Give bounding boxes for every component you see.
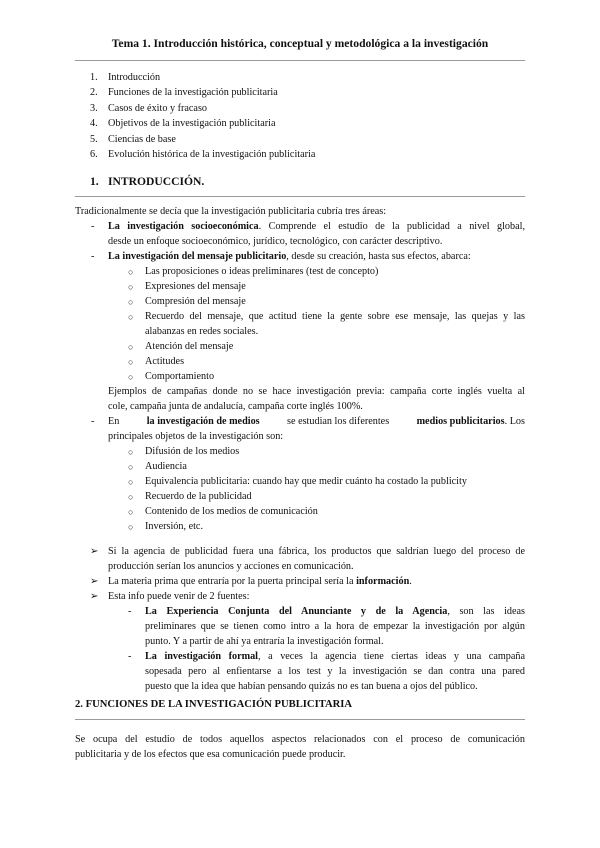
arrow-bullet-icon: ➢ xyxy=(90,576,99,587)
area-2-item: Comportamiento xyxy=(145,371,215,382)
area-2-item-continuation: alabanzas en redes sociales. xyxy=(145,326,259,337)
example-line-1: Ejemplos de campañas donde no se hace investigación previa: campaña corte inglés vuelta al xyxy=(108,386,525,397)
section-2-heading: 2. FUNCIONES DE LA INVESTIGACIÓN PUBLICITARIA xyxy=(75,699,353,710)
area-2-item: Atención del mensaje xyxy=(145,341,234,352)
toc-item: 3. Casos de éxito y fracaso xyxy=(90,102,208,114)
area-3-item: Inversión, etc. xyxy=(145,521,203,532)
area-3-line-2: principales objetos de la investigación son: xyxy=(108,431,284,442)
section-2-divider xyxy=(75,719,525,720)
toc-item: 6. Evolución histórica de la investigación publicitaria xyxy=(90,148,316,160)
source-1-line-2: preliminares que se tienen como intro a la hora de empezar la investigación por algún xyxy=(145,621,525,632)
area-3-line-1: En la investigación de medios se estudian los diferentes medios publicitarios. Los xyxy=(108,416,525,427)
dash-bullet: - xyxy=(91,416,95,427)
arrow-point-1-line-1: Si la agencia de publicidad fuera una fábrica, los productos que saldrían luego del proceso de xyxy=(108,546,525,557)
circle-bullet: ○ xyxy=(128,522,134,532)
area-3-item: Recuerdo de la publicidad xyxy=(145,491,252,502)
dash-bullet: - xyxy=(91,221,95,232)
area-2-item: Compresión del mensaje xyxy=(145,296,246,307)
circle-bullet: ○ xyxy=(128,372,134,382)
circle-bullet: ○ xyxy=(128,477,134,487)
toc-item: 4. Objetivos de la investigación publicitaria xyxy=(90,118,276,130)
arrow-bullet-icon: ➢ xyxy=(90,546,99,557)
area-3-item: Difusión de los medios xyxy=(145,446,240,457)
circle-bullet: ○ xyxy=(128,492,134,502)
intro-paragraph: Tradicionalmente se decía que la investigación publicitaria cubría tres áreas: xyxy=(75,206,387,217)
source-2-line-1: La investigación formal, a veces la agencia tiene ciertas ideas y una campaña xyxy=(145,651,525,662)
area-3-item: Contenido de los medios de comunicación xyxy=(145,506,318,517)
toc-item: 2. Funciones de la investigación publicitaria xyxy=(90,87,278,99)
source-2-line-3: puesto que la idea que habían pensando quizás no es tan buena a ojos del público. xyxy=(145,681,478,692)
circle-bullet: ○ xyxy=(128,462,134,472)
arrow-point-1-line-2: producción serían los anuncios y acciones en comunicación. xyxy=(108,561,354,572)
source-1-line-3: punto. Y a partir de ahí ya entraría la investigación formal. xyxy=(145,636,384,647)
area-3-item: Audiencia xyxy=(145,461,187,472)
toc-item: 1. Introducción xyxy=(90,72,161,83)
source-2-line-2: sopesada pero al enfientarse a los test y la investigación se dan contra una pared xyxy=(145,666,525,677)
area-2-item: Las proposiciones o ideas preliminares (test de concepto) xyxy=(145,266,379,277)
title-divider xyxy=(75,60,525,61)
dash-bullet: - xyxy=(128,651,132,662)
table-of-contents xyxy=(90,70,315,162)
area-1-line-1: La investigación socioeconómica. Comprende el estudio de la publicidad a nivel global, xyxy=(108,221,526,232)
document-title: Tema 1. Introducción histórica, conceptual y metodológica a la investigación xyxy=(111,37,489,50)
section-1-divider xyxy=(75,196,525,197)
circle-bullet: ○ xyxy=(128,312,134,322)
area-3-item: Equivalencia publicitaria: cuando hay que medir cuánto ha costado la publicity xyxy=(145,476,467,487)
area-2-item: Recuerdo del mensaje, que actitud tiene la gente sobre ese mensaje, las quejas y las xyxy=(145,311,525,322)
section-2-paragraph-line-1: Se ocupa del estudio de todos aquellos aspectos relacionados con el proceso de comunicación xyxy=(75,734,525,745)
section-1-heading: 1. INTRODUCCIÓN. xyxy=(90,175,205,188)
circle-bullet: ○ xyxy=(128,267,134,277)
area-2-line-1: La investigación del mensaje publicitario, desde su creación, hasta sus efectos, abarca: xyxy=(108,251,471,262)
arrow-point-2: La materia prima que entraría por la puerta principal sería la información. xyxy=(108,576,412,587)
toc-item: 5. Ciencias de base xyxy=(90,133,176,145)
dash-bullet: - xyxy=(91,251,95,262)
circle-bullet: ○ xyxy=(128,357,134,367)
section-2-paragraph-line-2: publicitaria y de los efectos que esa comunicación puede producir. xyxy=(75,749,346,760)
dash-bullet: - xyxy=(128,606,132,617)
arrow-point-3: Esta info puede venir de 2 fuentes: xyxy=(108,591,250,602)
area-1-line-2: desde un enfoque socioeconómico, jurídico, tecnológico, con carácter descriptivo. xyxy=(108,236,443,247)
circle-bullet: ○ xyxy=(128,297,134,307)
arrow-bullet-icon: ➢ xyxy=(90,591,99,602)
circle-bullet: ○ xyxy=(128,447,134,457)
area-2-item: Expresiones del mensaje xyxy=(145,281,246,292)
circle-bullet: ○ xyxy=(128,342,134,352)
source-1-line-1: La Experiencia Conjunta del Anunciante y de la Agencia, son las ideas xyxy=(145,606,525,617)
circle-bullet: ○ xyxy=(128,282,134,292)
circle-bullet: ○ xyxy=(128,507,134,517)
example-line-2: cole, campaña junta de andalucía, campaña corte inglés 100%. xyxy=(108,401,363,412)
area-2-item: Actitudes xyxy=(145,356,185,367)
